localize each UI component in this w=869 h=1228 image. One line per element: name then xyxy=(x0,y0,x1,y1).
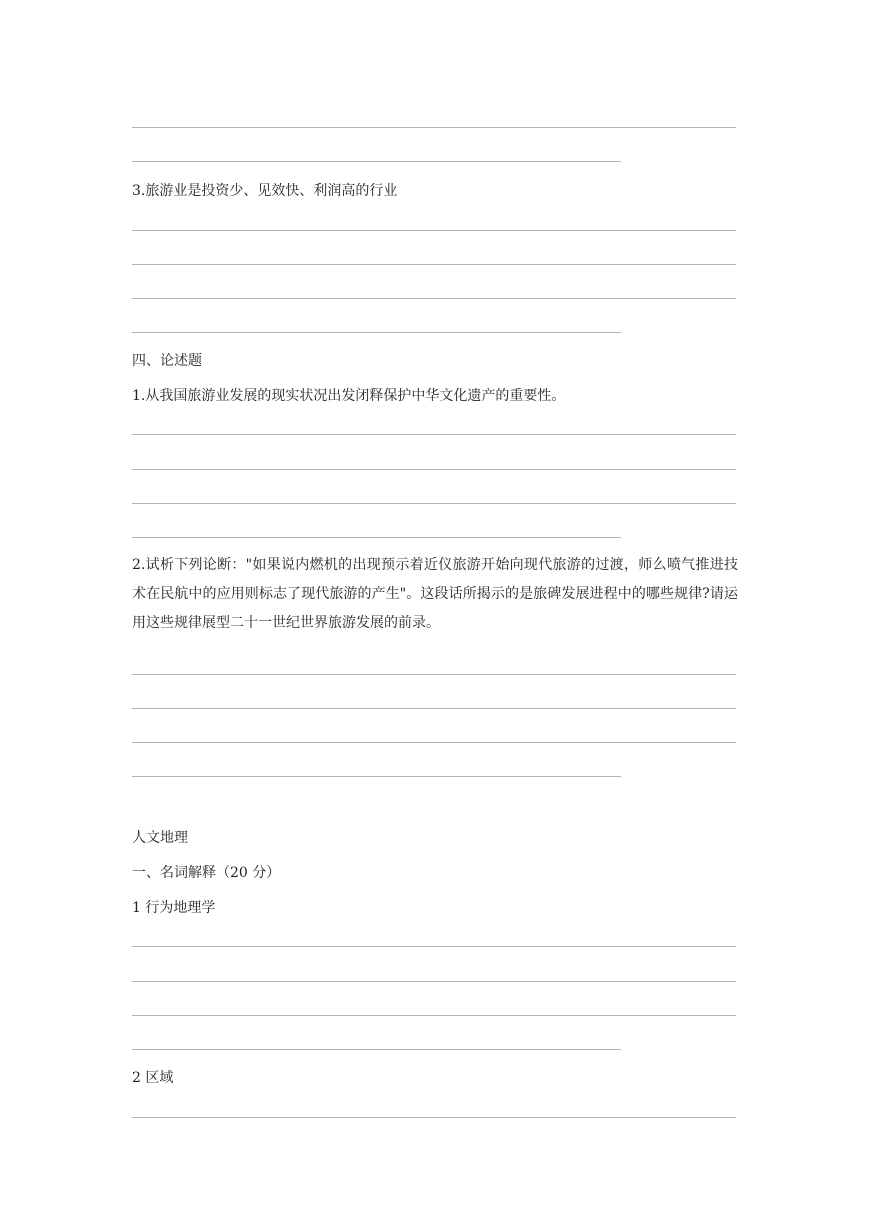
answer-line xyxy=(132,434,736,435)
answer-line xyxy=(132,537,621,538)
answer-line xyxy=(132,1015,736,1016)
question-3-text: 3.旅游业是投资少、见效快、利润高的行业 xyxy=(132,183,398,199)
answer-line xyxy=(132,469,736,470)
subject-title: 人文地理 xyxy=(132,830,188,846)
answer-line xyxy=(132,981,736,982)
answer-line xyxy=(132,1049,621,1050)
answer-line xyxy=(132,127,736,128)
answer-line xyxy=(132,776,621,777)
answer-line xyxy=(132,946,736,947)
answer-line xyxy=(132,503,736,504)
essay-question-1: 1.从我国旅游业发展的现实状况出发闭释保护中华文化遗产的重要性。 xyxy=(132,388,566,404)
answer-line xyxy=(132,298,736,299)
answer-line xyxy=(132,161,621,162)
answer-line xyxy=(132,332,621,333)
term-2: 2 区域 xyxy=(132,1070,174,1086)
section-heading-essay: 四、论述题 xyxy=(132,353,202,369)
answer-line xyxy=(132,708,736,709)
answer-line xyxy=(132,1117,736,1118)
answer-line xyxy=(132,264,736,265)
essay-question-2: 2.试析下列论断："如果说内燃机的出现预示着近仪旅游开始向现代旅游的过渡，师么喷气推进技术在民航中的应用则标志了现代旅游的产生"。这段话所揭示的是旅碑发展进程中的哪些规律?请运用这些规律展型二十一世纪世界旅游发展的前录。 xyxy=(132,557,738,631)
section-heading-terms: 一、名词解释（20 分） xyxy=(132,865,281,881)
answer-line xyxy=(132,742,736,743)
answer-line xyxy=(132,230,736,231)
answer-line xyxy=(132,674,736,675)
term-1: 1 行为地理学 xyxy=(132,900,216,916)
